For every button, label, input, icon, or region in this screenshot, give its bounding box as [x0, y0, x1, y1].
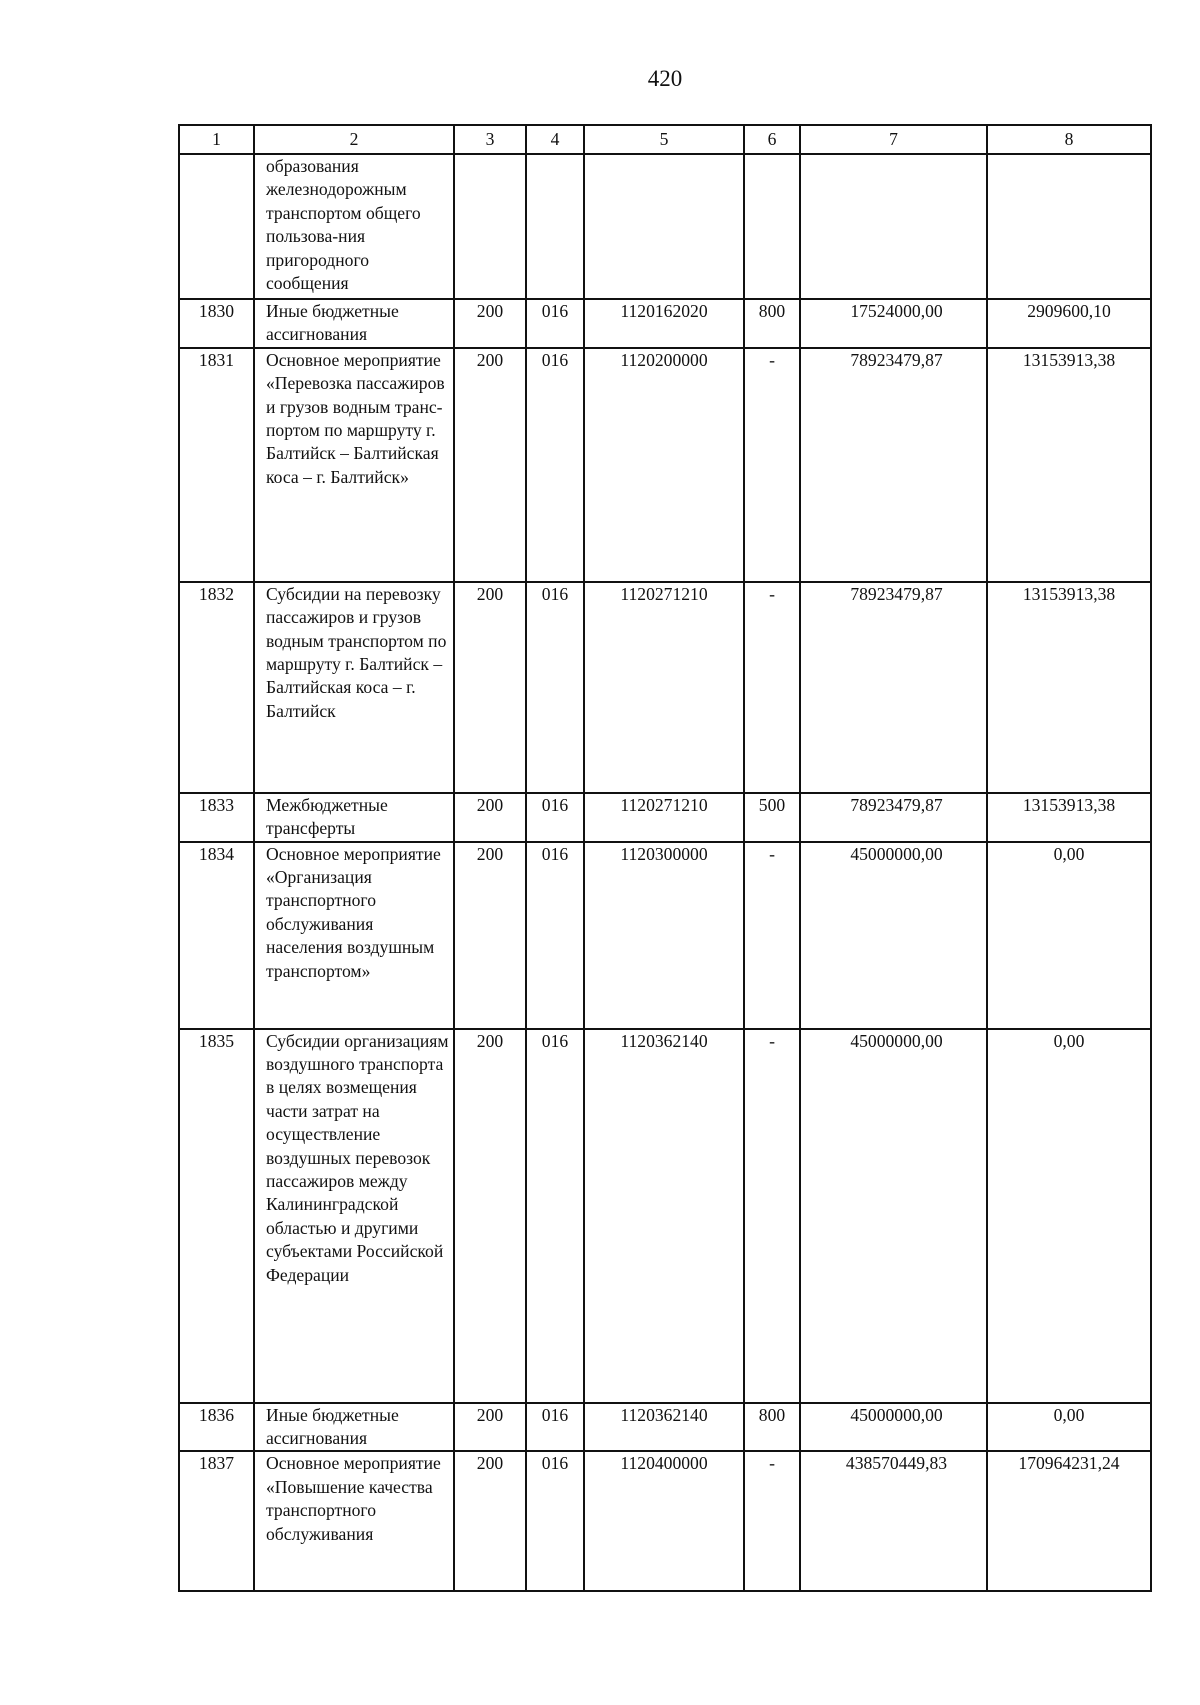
- cell-col8: 0,00: [987, 842, 1151, 1029]
- cell-col3: 200: [454, 299, 526, 348]
- cell-col5: 1120162020: [584, 299, 744, 348]
- table-row: [179, 154, 1151, 299]
- table-header-row: [179, 125, 1151, 154]
- column-header: 3: [454, 125, 526, 154]
- row-name: Иные бюджетные ассигнования: [254, 1403, 454, 1452]
- table-row: [179, 1029, 1151, 1403]
- cell-col4: 016: [526, 793, 584, 842]
- cell-col6: 800: [744, 299, 800, 348]
- column-header: 7: [800, 125, 987, 154]
- column-header: 4: [526, 125, 584, 154]
- cell-col3: 200: [454, 1403, 526, 1452]
- cell-col5: 1120300000: [584, 842, 744, 1029]
- cell-col3: 200: [454, 582, 526, 793]
- column-header: 5: [584, 125, 744, 154]
- cell-col6: -: [744, 1451, 800, 1591]
- cell-col8: 170964231,24: [987, 1451, 1151, 1591]
- page-number: 420: [647, 66, 683, 91]
- cell-col5: 1120271210: [584, 793, 744, 842]
- cell-col5: 1120271210: [584, 582, 744, 793]
- cell-col4: 016: [526, 582, 584, 793]
- cell-col6: 500: [744, 793, 800, 842]
- cell-col8: 13153913,38: [987, 793, 1151, 842]
- cell-col7: [800, 154, 987, 299]
- cell-col7: 45000000,00: [800, 1029, 987, 1403]
- cell-col3: 200: [454, 348, 526, 582]
- cell-col8: 13153913,38: [987, 348, 1151, 582]
- cell-col7: 78923479,87: [800, 582, 987, 793]
- row-number: 1830: [179, 299, 254, 348]
- cell-col8: 2909600,10: [987, 299, 1151, 348]
- cell-col6: -: [744, 348, 800, 582]
- cell-col4: 016: [526, 1451, 584, 1591]
- cell-col6: 800: [744, 1403, 800, 1452]
- table-row: [179, 1403, 1151, 1452]
- cell-col3: 200: [454, 793, 526, 842]
- cell-col6: -: [744, 1029, 800, 1403]
- cell-col4: [526, 154, 584, 299]
- cell-col5: 1120400000: [584, 1451, 744, 1591]
- row-name: Основное мероприятие «Организация транспортного обслуживания населения воздушным транспортом»: [254, 842, 454, 1029]
- row-name: Субсидии на перевозку пассажиров и грузов водным транспортом по маршруту г. Балтийск – Балтийская коса – г. Балтийск: [254, 582, 454, 793]
- row-number: [179, 154, 254, 299]
- cell-col4: 016: [526, 348, 584, 582]
- row-name: Иные бюджетные ассигнования: [254, 299, 454, 348]
- cell-col7: 438570449,83: [800, 1451, 987, 1591]
- cell-col4: 016: [526, 842, 584, 1029]
- table-row: [179, 842, 1151, 1029]
- cell-col7: 45000000,00: [800, 842, 987, 1029]
- cell-col3: [454, 154, 526, 299]
- cell-col8: 0,00: [987, 1029, 1151, 1403]
- table-row: [179, 582, 1151, 793]
- cell-col5: 1120362140: [584, 1029, 744, 1403]
- row-number: 1836: [179, 1403, 254, 1452]
- cell-col4: 016: [526, 1029, 584, 1403]
- cell-col8: 0,00: [987, 1403, 1151, 1452]
- cell-col5: 1120200000: [584, 348, 744, 582]
- column-header: 6: [744, 125, 800, 154]
- cell-col7: 78923479,87: [800, 793, 987, 842]
- row-name: Межбюджетные трансферты: [254, 793, 454, 842]
- table-row: [179, 1451, 1151, 1591]
- column-header: 1: [179, 125, 254, 154]
- column-header: 2: [254, 125, 454, 154]
- cell-col8: 13153913,38: [987, 582, 1151, 793]
- cell-col3: 200: [454, 1029, 526, 1403]
- cell-col8: [987, 154, 1151, 299]
- table-row: [179, 299, 1151, 348]
- row-name: Субсидии организациям воздушного транспорта в целях возмещения части затрат на осуществление воздушных перевозок пассажиров между Калининградской областью и другими субъектами Российской Федерации: [254, 1029, 454, 1403]
- cell-col7: 45000000,00: [800, 1403, 987, 1452]
- cell-col4: 016: [526, 299, 584, 348]
- row-number: 1832: [179, 582, 254, 793]
- row-name: образования железнодорожным транспортом общего пользова-ния пригородного сообщения: [254, 154, 454, 299]
- row-name: Основное мероприятие «Повышение качества транспортного обслуживания: [254, 1451, 454, 1591]
- cell-col7: 17524000,00: [800, 299, 987, 348]
- row-number: 1833: [179, 793, 254, 842]
- column-header: 8: [987, 125, 1151, 154]
- cell-col4: 016: [526, 1403, 584, 1452]
- row-name: Основное мероприятие «Перевозка пассажиров и грузов водным транс-портом по маршруту г. Балтийск – Балтийская коса – г. Балтийск»: [254, 348, 454, 582]
- cell-col6: [744, 154, 800, 299]
- cell-col5: [584, 154, 744, 299]
- row-number: 1831: [179, 348, 254, 582]
- table-row: [179, 348, 1151, 582]
- row-number: 1837: [179, 1451, 254, 1591]
- budget-table: [178, 124, 1152, 1592]
- row-number: 1835: [179, 1029, 254, 1403]
- table-row: [179, 793, 1151, 842]
- cell-col6: -: [744, 582, 800, 793]
- cell-col3: 200: [454, 842, 526, 1029]
- cell-col6: -: [744, 842, 800, 1029]
- cell-col5: 1120362140: [584, 1403, 744, 1452]
- cell-col7: 78923479,87: [800, 348, 987, 582]
- row-number: 1834: [179, 842, 254, 1029]
- cell-col3: 200: [454, 1451, 526, 1591]
